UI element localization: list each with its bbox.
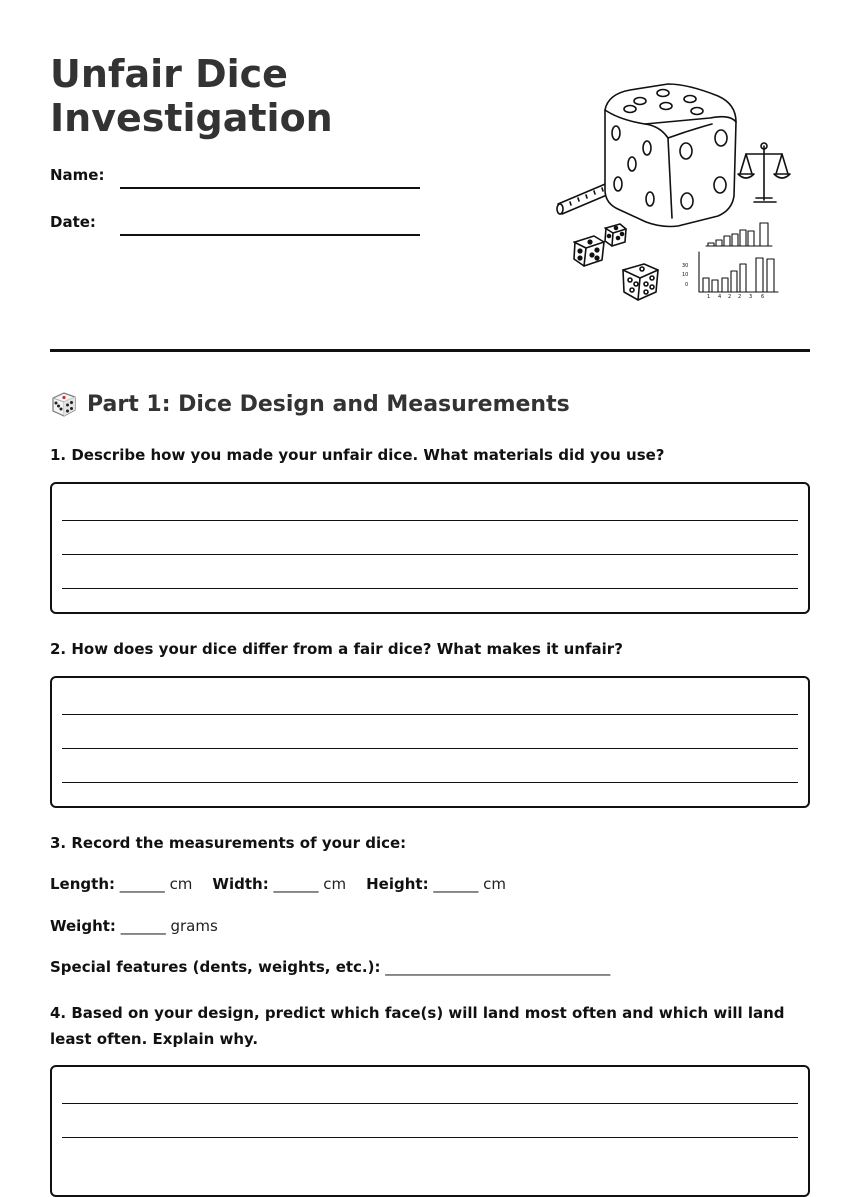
answer-line: [62, 748, 798, 749]
answer-line: [62, 588, 798, 589]
measurements-row-dimensions: [50, 875, 506, 893]
length-unit: cm: [169, 875, 193, 893]
balance-scale-icon: [738, 143, 790, 202]
game-die-icon: [50, 390, 78, 418]
special-features-blank[interactable]: ______________________________: [385, 958, 611, 976]
weight-blank[interactable]: ______: [120, 917, 166, 935]
length-blank[interactable]: ______: [119, 875, 165, 893]
height-blank[interactable]: ______: [433, 875, 479, 893]
question-1: 1. Describe how you made your unfair dice. What materials did you use?: [50, 446, 665, 464]
height-unit: cm: [483, 875, 507, 893]
section-title-part1: [50, 390, 570, 418]
answer-box-4[interactable]: [50, 1065, 810, 1197]
length-label: Length:: [50, 875, 115, 893]
chart-tick-x-0: 1: [707, 294, 711, 300]
chart-tick-y-1: 10: [682, 272, 689, 278]
height-label: Height:: [366, 875, 429, 893]
date-field[interactable]: [120, 234, 420, 236]
question-4: 4. Based on your design, predict which face(s) will land most often and which will land least often. Explain why.: [50, 1004, 785, 1048]
title-line-2: Investigation: [50, 96, 333, 140]
chart-tick-x-1: 4: [718, 294, 722, 300]
answer-line: [62, 1103, 798, 1104]
measurements-row-special: [50, 958, 610, 976]
special-features-label: Special features (dents, weights, etc.):: [50, 958, 381, 976]
large-die-icon: [605, 84, 736, 227]
chart-tick-x-4: 3: [749, 294, 753, 300]
bar-chart-icon: [699, 223, 778, 292]
width-blank[interactable]: ______: [273, 875, 319, 893]
header-divider: [50, 349, 810, 352]
name-label: Name:: [50, 166, 105, 184]
name-field[interactable]: [120, 187, 420, 189]
small-dice-icon: [574, 224, 658, 300]
measurements-row-weight: [50, 917, 218, 935]
title-line-1: Unfair Dice: [50, 52, 288, 96]
weight-unit: grams: [170, 917, 218, 935]
chart-tick-y-2: 0: [685, 282, 689, 288]
weight-label: Weight:: [50, 917, 116, 935]
answer-line: [62, 520, 798, 521]
question-2: 2. How does your dice differ from a fair dice? What makes it unfair?: [50, 640, 623, 658]
width-label: Width:: [212, 875, 269, 893]
chart-tick-x-2: 2: [728, 294, 732, 300]
chart-tick-x-3: 2: [738, 294, 742, 300]
worksheet-title: [50, 52, 333, 140]
date-label: Date:: [50, 213, 96, 231]
answer-box-1[interactable]: [50, 482, 810, 614]
width-unit: cm: [323, 875, 347, 893]
answer-box-2[interactable]: [50, 676, 810, 808]
dice-illustration-icon: [550, 78, 800, 310]
answer-line: [62, 714, 798, 715]
section-title-text: Part 1: Dice Design and Measurements: [87, 391, 570, 417]
answer-line: [62, 1137, 798, 1138]
chart-tick-x-5: 6: [761, 294, 765, 300]
chart-tick-y-0: 30: [682, 263, 689, 269]
answer-line: [62, 554, 798, 555]
question-3: 3. Record the measurements of your dice:: [50, 834, 407, 852]
answer-line: [62, 782, 798, 783]
